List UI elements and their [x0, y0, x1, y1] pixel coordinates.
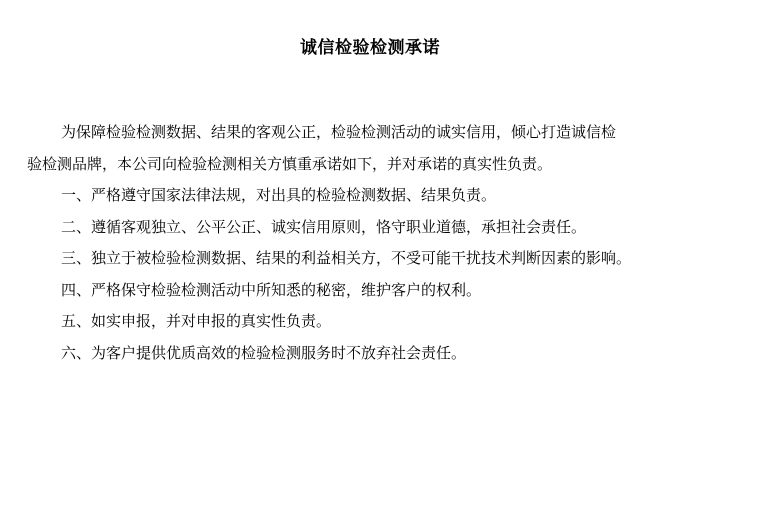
commitment-item-1: 一、严格遵守国家法律法规，对出具的检验检测数据、结果负责。 — [61, 186, 497, 204]
intro-paragraph — [27, 117, 727, 180]
commitment-item-2: 二、遵循客观独立、公平公正、诚实信用原则，恪守职业道德，承担社会责任。 — [61, 217, 587, 236]
intro-line-1: 为保障检验检测数据、结果的客观公正，检验检测活动的诚实信用，倾心打造诚信检 — [61, 123, 617, 141]
commitment-item-4: 四、严格保守检验检测活动中所知悉的秘密，维护客户的权利。 — [61, 280, 482, 299]
document-body — [27, 117, 727, 369]
intro-line-2: 验检测品牌，本公司向检验检测相关方慎重承诺如下，并对承诺的真实性负责。 — [27, 154, 553, 173]
commitment-item-5: 五、如实申报，并对申报的真实性负责。 — [61, 312, 332, 330]
commitment-item-3: 三、独立于被检验检测数据、结果的利益相关方，不受可能干扰技术判断因素的影响。 — [61, 249, 632, 267]
document-title: 诚信检验检测承诺 — [300, 38, 440, 58]
commitment-item-6: 六、为客户提供优质高效的检验检测服务时不放弃社会责任。 — [61, 343, 467, 362]
